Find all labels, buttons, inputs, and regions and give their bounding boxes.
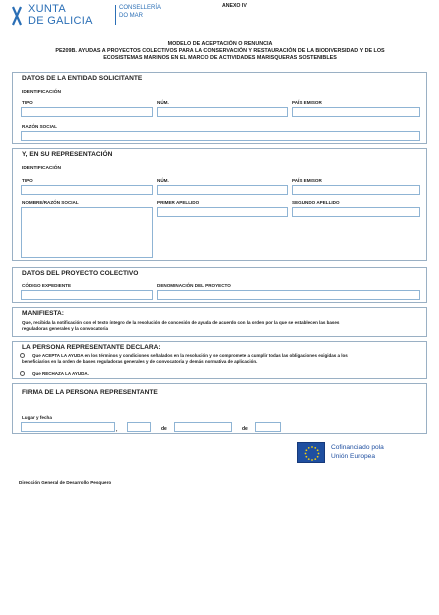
xunta-logo xyxy=(12,4,172,30)
eu-star xyxy=(308,458,310,460)
accept-aid-text-line1: Que ACEPTA LA AYUDA en los términos y condiciones señalados en la resolución y se compromete a cumplir todas las obligaciones exigidas a los xyxy=(32,353,348,358)
manifest-title: MANIFIESTA: xyxy=(22,310,64,317)
applicant-number-label: NÚM. xyxy=(157,100,169,105)
applicant-type-field[interactable] xyxy=(21,107,153,117)
footer-department: Dirección General de Desarrollo Pesquero xyxy=(19,480,112,485)
eu-star xyxy=(308,447,310,449)
eu-text-line1: Cofinanciado pola xyxy=(331,444,384,451)
representative-name-field[interactable] xyxy=(21,207,153,258)
reject-aid-radio[interactable] xyxy=(20,371,25,376)
applicant-country-field[interactable] xyxy=(292,107,420,117)
eu-star xyxy=(314,458,316,460)
date-of-label-1: de xyxy=(161,426,167,432)
representative-type-field[interactable] xyxy=(21,185,153,195)
applicant-section-title: DATOS DE LA ENTIDAD SOLICITANTE xyxy=(22,75,143,82)
manifest-section xyxy=(12,307,427,337)
xunta-emblem-icon xyxy=(12,5,22,27)
reject-aid-text: Que RECHAZA LA AYUDA. xyxy=(32,371,89,376)
place-field[interactable] xyxy=(21,422,118,433)
manifest-text-line1: Que, recibida la notificación con el texto íntegro de la resolución de concesión de ayuda de acuerdo con la orden por la que se establecen las bases xyxy=(22,320,340,325)
month-field[interactable] xyxy=(174,422,232,432)
logo-divider xyxy=(115,5,116,25)
representative-surname1-field[interactable] xyxy=(157,207,288,217)
eu-star xyxy=(305,456,307,458)
applicant-business-name-label: RAZÓN SOCIAL xyxy=(22,124,57,129)
project-name-field[interactable] xyxy=(157,290,420,300)
title-line-2: PE209B. AYUDAS A PROYECTOS COLECTIVOS PARA LA CONSERVACIÓN Y RESTAURACIÓN DE LA BIODIVERSIDAD Y DE LOS xyxy=(55,48,385,55)
applicant-number-field[interactable] xyxy=(157,107,288,117)
accept-aid-text-line2: beneficiarios en la orden de bases reguladoras generales y de convocatoria y demás normativa de aplicación. xyxy=(22,359,258,364)
applicant-type-label: TIPO xyxy=(22,100,33,105)
representative-number-label: NÚM. xyxy=(157,178,169,183)
annex-label: ANEXO IV xyxy=(222,3,247,9)
representative-country-label: PAÍS EMISOR xyxy=(292,178,322,183)
eu-star xyxy=(311,459,313,461)
logo-text-galicia: DE GALICIA xyxy=(28,15,93,27)
department-name-line2: DO MAR xyxy=(119,13,143,19)
project-section-title: DATOS DEL PROYECTO COLECTIVO xyxy=(22,270,139,277)
logo-text-xunta: XUNTA xyxy=(28,3,66,15)
document-title xyxy=(14,41,426,63)
signature-title: FIRMA DE LA PERSONA REPRESENTANTE xyxy=(22,389,158,396)
signature-section xyxy=(12,383,427,434)
applicant-section xyxy=(12,72,427,144)
project-name-label: DENOMINACIÓN DEL PROYECTO xyxy=(157,283,231,288)
representative-country-field[interactable] xyxy=(292,185,420,195)
representative-type-label: TIPO xyxy=(22,178,33,183)
title-line-3: ECOSISTEMAS MARINOS EN EL MARCO DE ACTIVIDADES MARISQUERAS SOSTENIBLES xyxy=(103,55,337,62)
representative-identification-label: IDENTIFICACIÓN xyxy=(22,166,61,171)
representative-number-field[interactable] xyxy=(157,185,288,195)
title-line-1: MODELO DE ACEPTACIÓN O RENUNCIA xyxy=(167,41,273,47)
department-name-line1: CONSELLERÍA xyxy=(119,5,162,11)
file-code-label: CÓDIGO EXPEDIENTE xyxy=(22,283,72,288)
representative-surname2-field[interactable] xyxy=(292,207,420,217)
eu-star xyxy=(317,449,319,451)
eu-flag-icon xyxy=(297,442,325,463)
eu-star xyxy=(305,449,307,451)
file-code-field[interactable] xyxy=(21,290,153,300)
eu-star xyxy=(311,446,313,448)
eu-stars-icon xyxy=(298,443,326,464)
representative-surname1-label: PRIMER APELLIDO xyxy=(157,200,200,205)
representative-section xyxy=(12,148,427,261)
applicant-business-name-field[interactable] xyxy=(21,131,420,141)
representative-surname2-label: SEGUNDO APELLIDO xyxy=(292,200,340,205)
applicant-identification-label: IDENTIFICACIÓN xyxy=(22,90,61,95)
place-date-label: Lugar y fecha xyxy=(22,415,52,420)
day-field[interactable] xyxy=(127,422,151,432)
accept-aid-text xyxy=(22,353,422,365)
eu-star xyxy=(305,453,307,455)
eu-star xyxy=(314,447,316,449)
declaration-title: LA PERSONA REPRESENTANTE DECLARA: xyxy=(22,344,161,351)
eu-text-line2: Unión Europea xyxy=(331,453,375,460)
date-of-label-2: de xyxy=(242,426,248,432)
representative-section-title: Y, EN SU REPRESENTACIÓN xyxy=(22,151,113,158)
eu-cofinancing-logo xyxy=(296,440,418,465)
eu-star xyxy=(317,456,319,458)
applicant-country-label: PAÍS EMISOR xyxy=(292,100,322,105)
comma-separator: , xyxy=(116,427,118,433)
representative-name-label: NOMBRE/RAZÓN SOCIAL xyxy=(22,200,79,205)
declaration-section xyxy=(12,341,427,379)
year-field[interactable] xyxy=(255,422,281,432)
manifest-text-line2: reguladoras generales y la convocatoria xyxy=(22,326,109,331)
project-section xyxy=(12,267,427,303)
manifest-text xyxy=(22,320,422,332)
eu-star xyxy=(318,453,320,455)
